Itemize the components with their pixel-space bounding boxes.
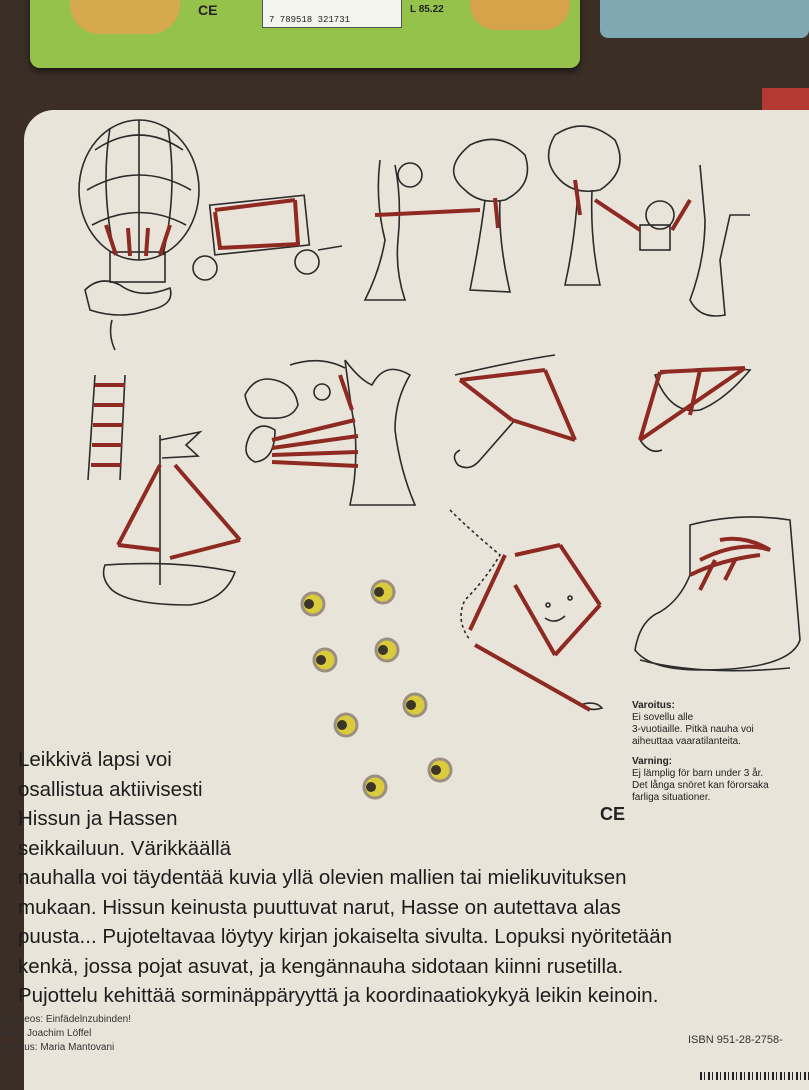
warning-line-fi: 3-vuotiaille. Pitkä nauha voi: [632, 724, 754, 735]
warning-title-sv: Varning:: [632, 756, 673, 767]
wagon-picture: [193, 195, 342, 280]
description-line: mukaan. Hissun keinusta puuttuvat narut, Hasse on autettava alas: [18, 895, 621, 919]
warning-title-fi: Varoitus:: [632, 700, 675, 711]
isbn-label: ISBN 951-28-2758-: [688, 1034, 783, 1046]
credit-original-title: Alkuteos: Einfädelnzubinden!: [2, 1014, 131, 1025]
barcode-top: 7 789518 321731: [262, 0, 402, 28]
warning-line-fi: aiheuttaa vaaratilanteita.: [632, 736, 741, 747]
kite-picture: [450, 510, 602, 709]
credits: [2, 1013, 131, 1055]
price-label: L 85.22: [410, 4, 444, 15]
safety-warning: [632, 700, 809, 804]
barcode-bottom: [700, 1072, 809, 1080]
warning-line-sv: farliga situationer.: [632, 792, 711, 803]
warning-line-sv: Det långa snöret kan förorsaka: [632, 780, 769, 791]
credit-idea: Idea: Joachim Löffel: [2, 1028, 92, 1039]
description-line: seikkailuun. Värikkäällä: [18, 836, 232, 860]
description-line: Hissun ja Hassen: [18, 807, 178, 830]
description-line: Leikkivä lapsi voi: [18, 748, 172, 771]
hot-air-balloon-picture: [79, 120, 199, 350]
description-line: osallistua aktiivisesti: [18, 777, 203, 801]
tree-with-spider-picture: [245, 360, 415, 505]
shoe-picture: [635, 517, 800, 671]
ce-mark: CE: [600, 804, 626, 824]
swing-tree-picture: [549, 126, 750, 316]
description-line: kenkä, jossa pojat asuvat, ja kengännauha sidotaan kiinni rusetilla.: [18, 954, 624, 978]
description-line: nauhalla voi täydentää kuvia yllä olevien mallien tai mielikuvituksen: [18, 866, 627, 889]
warning-line-fi: Ei sovellu alle: [632, 712, 694, 723]
trees-with-bar-picture: [365, 139, 528, 300]
warning-line-sv: Ej lämplig för barn under 3 år.: [632, 768, 764, 779]
sailboat-picture: [104, 432, 235, 605]
description-line: puusta... Pujoteltavaa löytyy kirjan jokaiselta sivulta. Lopuksi nyöritetään: [18, 925, 673, 948]
ce-mark-top: CE: [198, 2, 218, 18]
credit-illustration: Kuvitus: Maria Mantovani: [2, 1042, 115, 1053]
description-line: Pujottelu kehittää sorminäppäryyttä ja koordinaatiokykyä leikin keinoin.: [18, 984, 659, 1007]
